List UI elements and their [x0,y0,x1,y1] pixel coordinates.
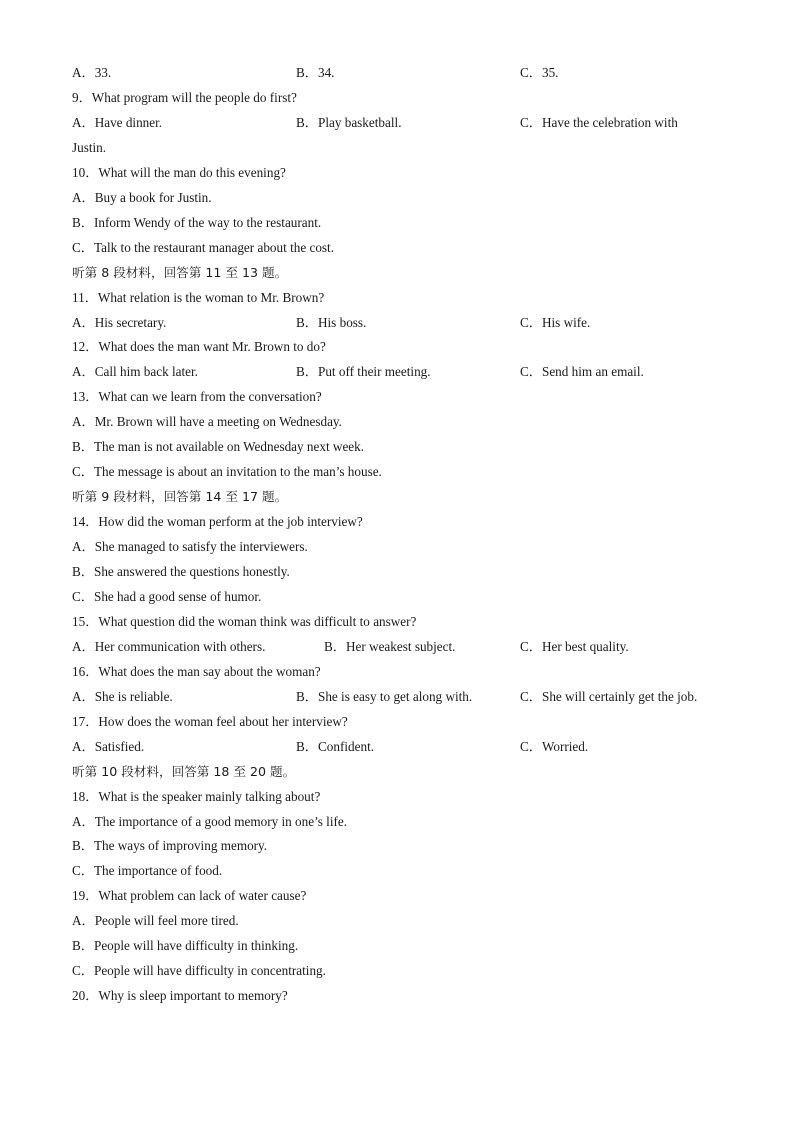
question-line: B．Inform Wendy of the way to the restaurant. [72,214,322,230]
answer-option: B．34. [296,65,335,80]
answer-options-row [72,310,722,335]
question-line: B．She answered the questions honestly. [72,564,290,579]
answer-option: A．Call him back later. [72,364,198,380]
question-line: 15．What question did the woman think was difficult to answer? [72,613,417,629]
answer-option: A．She is reliable. [72,688,173,704]
question-line: 9．What program will the people do first? [72,89,297,105]
question-line: A．She managed to satisfy the interviewers. [72,539,308,555]
question-line: 16．What does the man say about the woman? [72,663,321,679]
answer-options-row [72,684,722,709]
question-line: A．Buy a book for Justin. [72,189,212,205]
question-line: 13．What can we learn from the conversation? [72,389,322,405]
question-line: B．People will have difficulty in thinking. [72,938,299,954]
answer-options-row [72,110,722,135]
answer-option: C．Have the celebration with [520,114,678,130]
answer-options-row [72,734,722,759]
section-heading: 听第 9 段材料，回答第 14 至 17 题。 [72,489,288,505]
answer-option: A．Have dinner. [72,114,163,130]
question-line: 20．Why is sleep important to memory? [72,988,288,1004]
answer-option: C．Her best quality. [520,638,629,654]
question-line: 12．What does the man want Mr. Brown to do? [72,339,326,355]
answer-options-row [72,60,722,85]
question-line: 14．How did the woman perform at the job interview? [72,514,363,530]
answer-option: B．Her weakest subject. [324,638,456,654]
question-line: A．The importance of a good memory in one’s life. [72,813,348,829]
answer-option: C．Worried. [520,738,589,754]
answer-option: B．Play basketball. [296,114,402,130]
question-line: 17．How does the woman feel about her interview? [72,713,348,729]
question-line: B．The ways of improving memory. [72,838,268,854]
question-line: Justin. [72,139,107,155]
question-line: 19．What problem can lack of water cause? [72,888,307,904]
answer-option: B．His boss. [296,314,367,330]
question-line: C．The importance of food. [72,863,223,879]
answer-option: A．Satisfied. [72,738,145,754]
section-heading: 听第 10 段材料，回答第 18 至 20 题。 [72,763,296,779]
answer-option: A．Her communication with others. [72,638,266,654]
answer-option: B．She is easy to get along with. [296,688,473,704]
question-line: C．She had a good sense of humor. [72,588,262,604]
question-line: C．Talk to the restaurant manager about the cost. [72,239,335,255]
question-line: A．Mr. Brown will have a meeting on Wednesday. [72,414,342,430]
answer-option: A．33. [72,65,112,80]
answer-option: C．35. [520,65,559,80]
section-heading: 听第 8 段材料，回答第 11 至 13 题。 [72,264,288,280]
question-line: B．The man is not available on Wednesday next week. [72,439,365,455]
question-line: 18．What is the speaker mainly talking about? [72,788,321,804]
question-line: C．The message is about an invitation to the man’s house. [72,464,382,480]
answer-option: C．Send him an email. [520,364,644,380]
question-line: 10．What will the man do this evening? [72,164,286,180]
answer-option: A．His secretary. [72,314,167,330]
answer-options-row [72,359,722,384]
answer-option: B．Confident. [296,738,375,754]
answer-option: C．She will certainly get the job. [520,688,698,704]
question-line: C．People will have difficulty in concentrating. [72,963,326,979]
question-line: 11．What relation is the woman to Mr. Brown? [72,289,325,305]
answer-options-row [72,634,722,659]
answer-option: B．Put off their meeting. [296,364,431,380]
question-line: A．People will feel more tired. [72,913,239,929]
answer-option: C．His wife. [520,314,591,330]
